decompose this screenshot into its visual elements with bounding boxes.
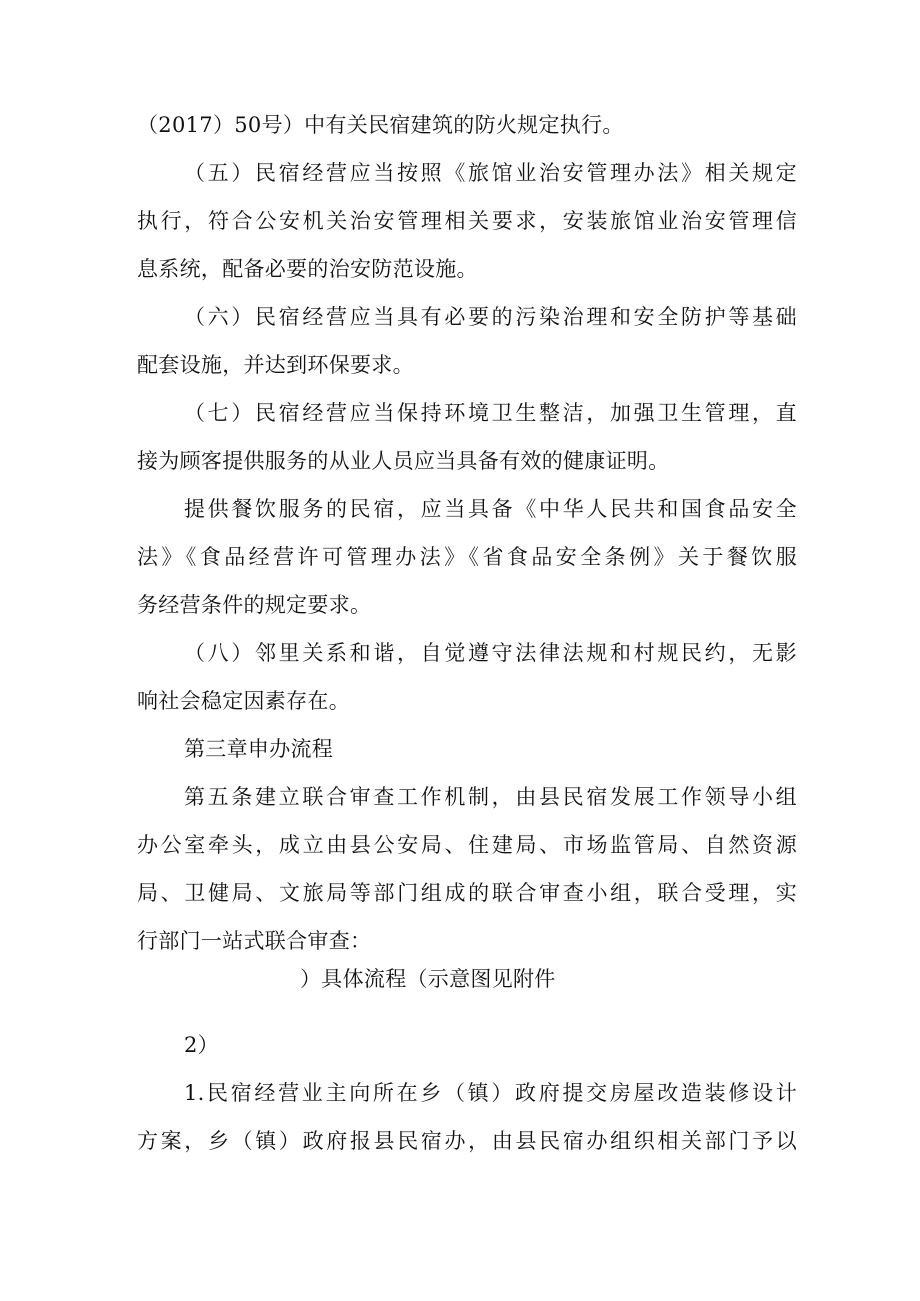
text-line-13: 响社会稳定因素存在。 [137, 689, 350, 713]
text-line-17: 局、卫健局、文旅局等部门组成的联合审查小组，联合受理，实 [137, 881, 797, 905]
text-line-15: 第五条建立联合审查工作机制，由县民宿发展工作领导小组 [184, 785, 797, 809]
text-line-16: 办公室牵头，成立由县公安局、住建局、市场监管局、自然资源 [137, 833, 797, 857]
text-line-8: 接为顾客提供服务的从业人员应当具备有效的健康证明。 [137, 449, 670, 473]
text-line-12: （八）邻里关系和谐，自觉遵守法律法规和村规民约，无影 [184, 641, 797, 665]
chapter-heading: 第三章申办流程 [184, 737, 334, 761]
text-line-21: 1.民宿经营业主向所在乡（镇）政府提交房屋改造装修设计 [184, 1081, 797, 1105]
text-line-18: 行部门一站式联合审查： [137, 929, 372, 953]
text-line-5: （六）民宿经营应当具有必要的污染治理和安全防护等基础 [184, 305, 797, 329]
text-line-1: （2017）50号）中有关民宿建筑的防火规定执行。 [137, 113, 624, 137]
text-line-3: 执行，符合公安机关治安管理相关要求，安装旅馆业治安管理信 [137, 209, 797, 233]
text-line-20: 2） [184, 1033, 219, 1057]
text-line-22: 方案，乡（镇）政府报县民宿办，由县民宿办组织相关部门予以 [137, 1129, 797, 1153]
text-line-2: （五）民宿经营应当按照《旅馆业治安管理办法》相关规定 [184, 161, 797, 185]
text-line-9: 提供餐饮服务的民宿，应当具备《中华人民共和国食品安全 [184, 497, 797, 521]
text-line-6: 配套设施，并达到环保要求。 [137, 353, 414, 377]
text-line-11: 务经营条件的规定要求。 [137, 593, 372, 617]
text-line-10: 法》《食品经营许可管理办法》《省食品安全条例》关于餐饮服 [137, 545, 797, 569]
text-line-19: ）具体流程（示意图见附件 [300, 967, 556, 991]
text-line-4: 息系统，配备必要的治安防范设施。 [137, 257, 478, 281]
text-line-7: （七）民宿经营应当保持环境卫生整洁，加强卫生管理，直 [184, 401, 797, 425]
